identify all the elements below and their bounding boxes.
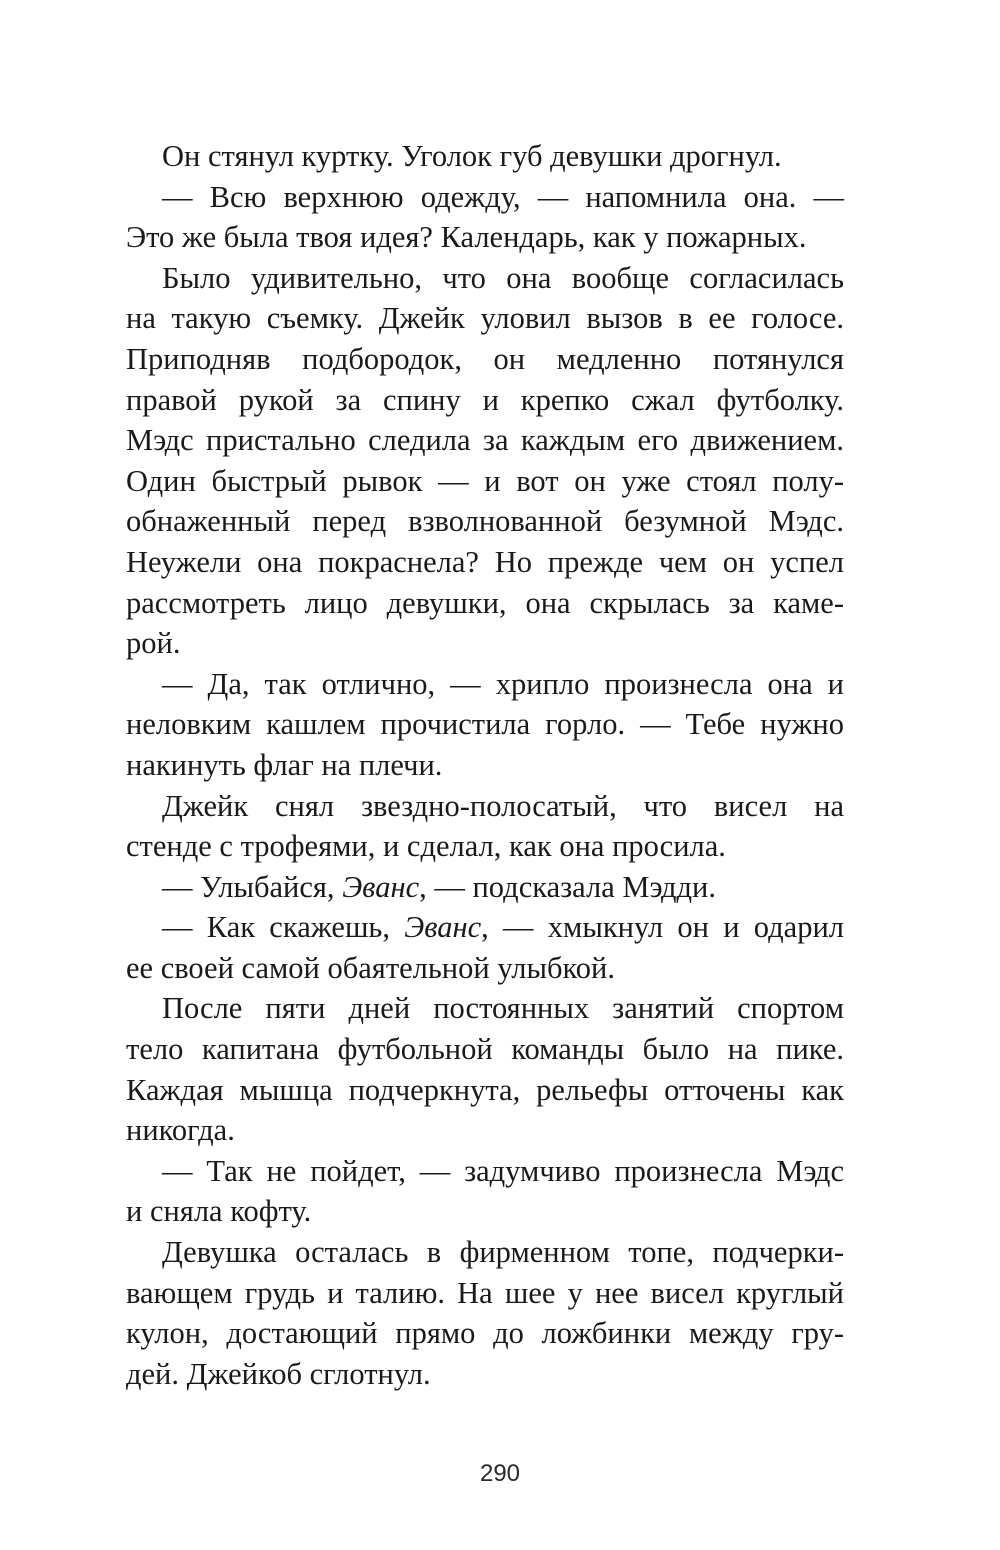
paragraph [126,907,844,988]
paragraph [126,258,844,664]
text-line: Это же была твоя идея? Календарь, как у пожарных. [126,220,807,255]
text-line: накинуть флаг на плечи. [126,747,443,782]
paragraph [126,867,844,908]
text-line: После пяти дней постоянных занятий спортом [162,991,844,1026]
text-line: никогда. [126,1113,235,1148]
italic-name: Эванс [342,869,420,904]
text-line: — Да, так отлично, — хрипло произнесла она и [162,666,844,701]
text-line [126,907,844,948]
paragraph [126,136,844,177]
paragraph [126,664,844,786]
text-line: Было удивительно, что она вообще согласилась [162,260,844,295]
text-line: правой рукой за спину и крепко сжал футболку. [126,382,844,417]
paragraph [126,1232,844,1394]
paragraph [126,988,844,1150]
paragraph [126,177,844,258]
italic-name: Эванс [404,910,482,945]
text-line: Мэдс пристально следила за каждым его движением. [126,423,844,458]
text-line: на такую съемку. Джейк уловил вызов в ее голосе. [126,301,844,336]
text-line: рассмотреть лицо девушки, она скрылась за каме- [126,585,844,620]
text-segment: , — подсказала Мэдди. [419,869,716,904]
paragraph [126,1151,844,1232]
text-line: — Всю верхнюю одежду, — напомнила она. — [162,179,844,214]
text-line: Один быстрый рывок — и вот он уже стоял полу- [126,463,844,498]
text-segment: — Как скажешь, [162,910,405,945]
text-line: вающем грудь и талию. На шее у нее висел круглый [126,1275,844,1310]
page-body-text [126,136,844,1394]
text-line: Неужели она покраснела? Но прежде чем он успел [126,544,844,579]
text-line: Он стянул куртку. Уголок губ девушки дрогнул. [162,139,782,173]
text-segment: , — хмыкнул он и одарил [481,910,844,945]
text-line: Девушка осталась в фирменном топе, подчерки- [162,1235,844,1270]
text-line: Приподняв подбородок, он медленно потянулся [126,341,844,376]
text-segment: — Улыбайся, [162,869,343,904]
text-line: обнаженный перед взволнованной безумной Мэдс. [126,504,844,539]
text-line: рой. [126,626,181,661]
text-line: Джейк снял звездно-полосатый, что висел на [162,788,844,823]
text-line: Каждая мышца подчеркнута, рельефы отточены как [126,1072,844,1107]
page-number: 290 [479,1460,521,1487]
paragraph [126,786,844,867]
text-line: — Так не пойдет, — задумчиво произнесла Мэдс [162,1153,844,1188]
text-line [126,867,844,908]
text-line: кулон, достающий прямо до ложбинки между гру- [126,1316,844,1351]
text-line: неловким кашлем прочистила горло. — Тебе нужно [126,707,844,742]
text-line: дей. Джейкоб сглотнул. [126,1356,431,1391]
text-line: тело капитана футбольной команды было на пике. [126,1032,844,1067]
text-line: ее своей самой обаятельной улыбкой. [126,950,615,985]
text-line: стенде с трофеями, и сделал, как она просила. [126,829,726,864]
text-line: и сняла кофту. [126,1194,312,1229]
